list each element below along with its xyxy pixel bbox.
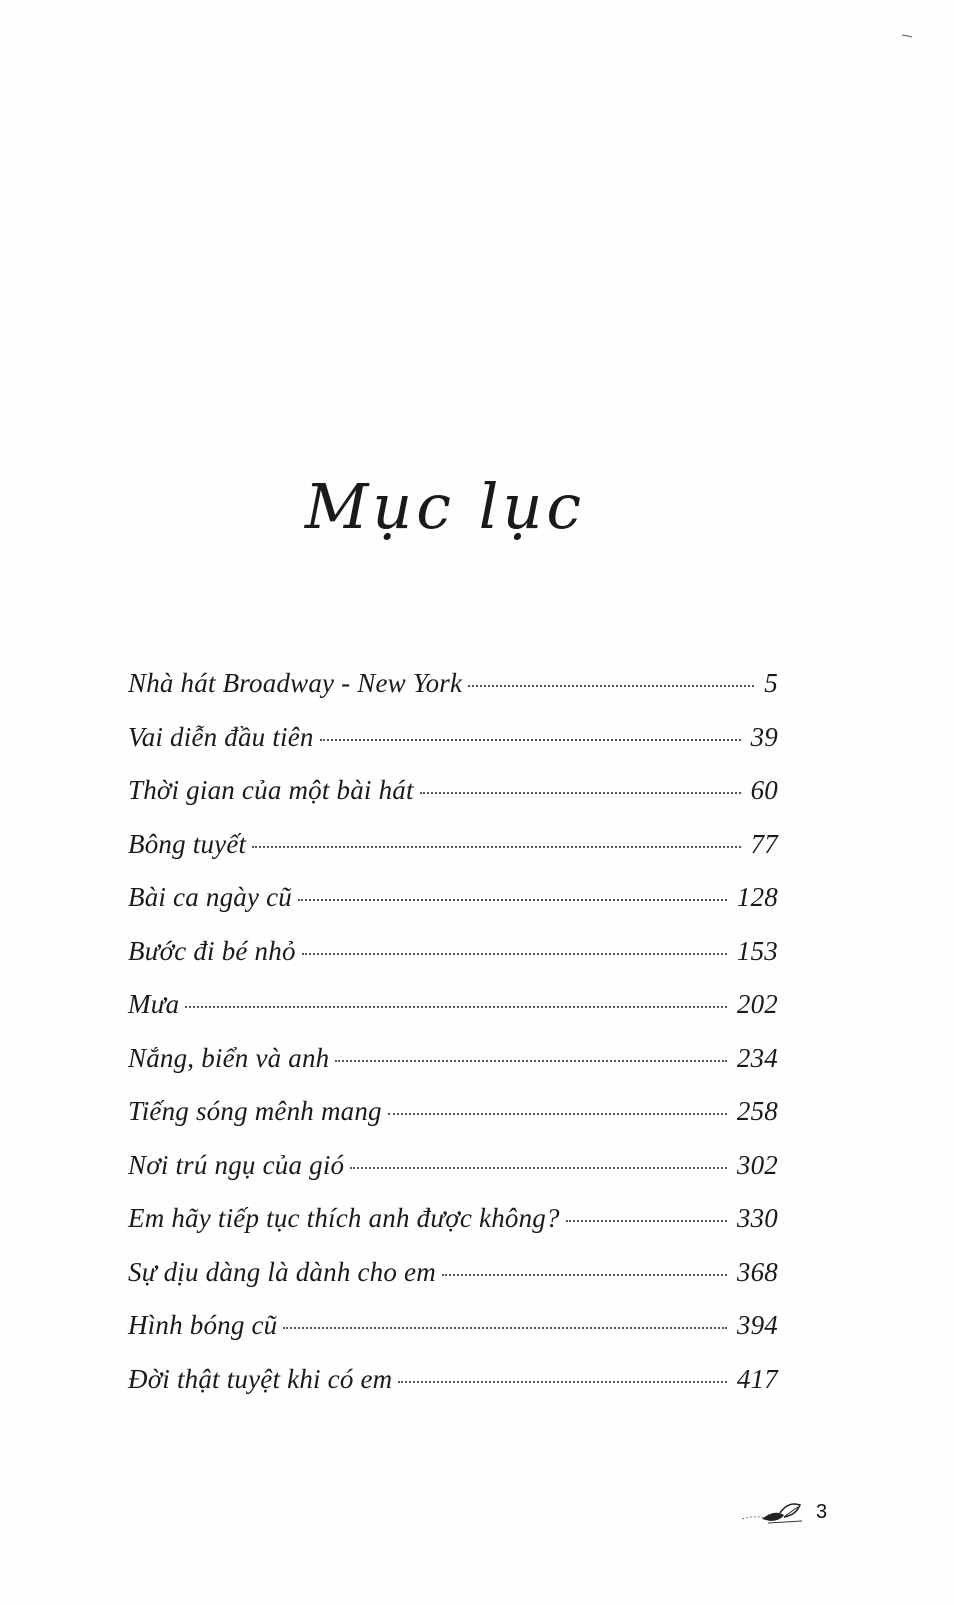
toc-entry-page: 368 bbox=[736, 1256, 778, 1287]
toc-entry bbox=[128, 722, 778, 776]
toc-entry-title: Thời gian của một bài hát bbox=[128, 775, 414, 805]
toc-leader-dots bbox=[335, 1060, 727, 1062]
toc-leader-dots bbox=[350, 1167, 727, 1169]
page-number: 3 bbox=[816, 1500, 828, 1523]
toc-leader-dots bbox=[566, 1220, 727, 1222]
toc-leader-dots bbox=[388, 1113, 727, 1115]
toc-entry bbox=[128, 1364, 778, 1418]
toc-entry-page: 302 bbox=[736, 1149, 778, 1180]
toc-entry-title: Sự dịu dàng là dành cho em bbox=[128, 1256, 436, 1287]
toc-entry-title: Tiếng sóng mênh mang bbox=[128, 1096, 382, 1126]
toc-entry bbox=[128, 936, 778, 990]
table-of-contents bbox=[128, 668, 778, 1417]
script-title-drawing bbox=[300, 468, 590, 558]
toc-entry bbox=[128, 1257, 778, 1311]
toc-entry bbox=[128, 829, 778, 883]
toc-entry-title: Mưa bbox=[128, 989, 180, 1019]
toc-leader-dots bbox=[468, 685, 754, 687]
toc-entry-page: 153 bbox=[736, 935, 778, 966]
toc-heading bbox=[300, 468, 590, 558]
toc-entry-page: 128 bbox=[736, 882, 778, 912]
toc-entry-page: 394 bbox=[736, 1310, 778, 1340]
toc-entry bbox=[128, 1203, 778, 1257]
toc-entry bbox=[128, 1096, 778, 1150]
leaf-ornament-icon bbox=[740, 1497, 812, 1527]
toc-entry bbox=[128, 1310, 778, 1364]
toc-leader-dots bbox=[398, 1381, 727, 1383]
toc-entry-page: 202 bbox=[736, 989, 778, 1019]
toc-entry-title: Đời thật tuyệt khi có em bbox=[128, 1363, 393, 1394]
toc-entry-page: 417 bbox=[736, 1363, 778, 1394]
toc-entry bbox=[128, 882, 778, 936]
toc-entry bbox=[128, 1150, 778, 1204]
toc-leader-dots bbox=[442, 1274, 727, 1276]
toc-entry-title: Nhà hát Broadway - New York bbox=[128, 668, 463, 698]
print-speck-mark bbox=[902, 34, 912, 38]
toc-entry-page: 60 bbox=[750, 775, 778, 805]
toc-entry bbox=[128, 989, 778, 1043]
toc-entry-title: Bài ca ngày cũ bbox=[128, 882, 292, 912]
toc-entry-page: 234 bbox=[736, 1042, 778, 1073]
toc-entry-page: 77 bbox=[750, 828, 778, 859]
toc-leader-dots bbox=[420, 792, 741, 794]
toc-entry bbox=[128, 1043, 778, 1097]
toc-entry-page: 39 bbox=[750, 721, 778, 752]
toc-entry-title: Em hãy tiếp tục thích anh được không? bbox=[128, 1203, 560, 1233]
page-footer bbox=[740, 1494, 840, 1530]
toc-entry-title: Hình bóng cũ bbox=[128, 1310, 278, 1340]
toc-entry-title: Bước đi bé nhỏ bbox=[128, 935, 296, 966]
toc-leader-dots bbox=[185, 1006, 727, 1008]
toc-entry bbox=[128, 668, 778, 722]
toc-entry-title: Nơi trú ngụ của gió bbox=[128, 1149, 345, 1180]
toc-leader-dots bbox=[298, 899, 727, 901]
toc-leader-dots bbox=[320, 739, 741, 741]
toc-entry-title: Bông tuyết bbox=[128, 828, 247, 859]
toc-entry-title: Nắng, biển và anh bbox=[128, 1042, 330, 1073]
toc-entry-page: 5 bbox=[764, 668, 778, 698]
toc-leader-dots bbox=[252, 846, 740, 848]
toc-entry-page: 258 bbox=[736, 1096, 778, 1126]
toc-entry-title: Vai diễn đầu tiên bbox=[128, 721, 314, 752]
toc-leader-dots bbox=[283, 1327, 727, 1329]
toc-entry bbox=[128, 775, 778, 829]
page-title: Mục lục bbox=[304, 470, 586, 543]
toc-entry-page: 330 bbox=[736, 1203, 778, 1233]
toc-leader-dots bbox=[302, 953, 727, 955]
